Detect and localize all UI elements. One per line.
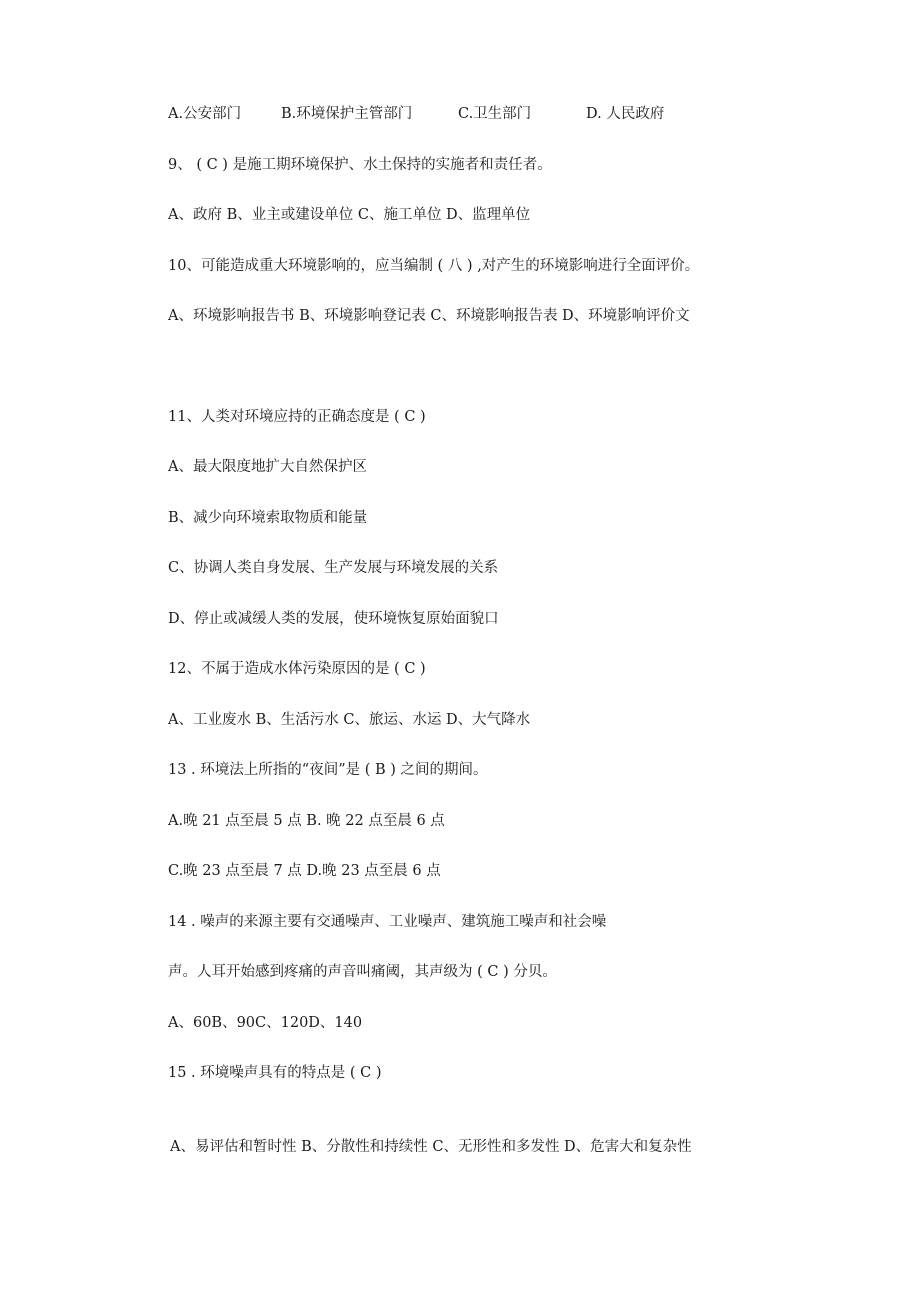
q10-question: 10、可能造成重大环境影响的，应当编制 ( 八 ) ,对产生的环境影响进行全面评价。 [168, 258, 700, 274]
q8-option-b: B.环境保护主管部门 [281, 106, 413, 122]
q9-options: A、政府 B、业主或建设单位 C、施工单位 D、监理单位 [168, 207, 531, 223]
q10-options: A、环境影响报告书 B、环境影响登记表 C、环境影响报告表 D、环境影响评价文 [168, 308, 690, 324]
q11-question: 11、人类对环境应持的正确态度是 ( C ) [168, 409, 426, 425]
q14-options: A、60B、90C、120D、140 [168, 1015, 363, 1031]
q8-option-c: C.卫生部门 [458, 106, 532, 122]
q8-options [168, 104, 728, 124]
q12-options: A、工业废水 B、生活污水 C、旅运、水运 D、大气降水 [168, 712, 531, 728]
q9-question: 9、 ( C ) 是施工期环境保护、水土保持的实施者和责任者。 [168, 157, 552, 173]
q15-question: 15 . 环境噪声具有的特点是 ( C ) [168, 1065, 382, 1081]
q15-options: A、易评估和暂时性 B、分散性和持续性 C、无形性和多发性 D、危害大和复杂性 [170, 1139, 692, 1155]
q8-option-a: A.公安部门 [168, 106, 242, 122]
q8-option-d: D. 人民政府 [586, 106, 665, 122]
q12-question: 12、不属于造成水体污染原因的是 ( C ) [168, 661, 426, 677]
q14-question: 14 . 噪声的来源主要有交通噪声、工业噪声、建筑施工噪声和社会噪 [168, 914, 607, 930]
q14-question-continued: 声。人耳开始感到疼痛的声音叫痛阈，其声级为 ( C ) 分贝。 [168, 964, 557, 980]
q13-options-cd: C.晚 23 点至晨 7 点 D.晚 23 点至晨 6 点 [168, 863, 441, 879]
q13-question: 13 . 环境法上所指的“夜间”是 ( B ) 之间的期间。 [168, 762, 488, 778]
q11-option-d: D、停止或减缓人类的发展，使环境恢复原始面貌口 [168, 611, 499, 627]
q11-option-b: B、减少向环境索取物质和能量 [168, 510, 368, 526]
q11-option-c: C、协调人类自身发展、生产发展与环境发展的关系 [168, 560, 499, 576]
q11-option-a: A、最大限度地扩大自然保护区 [168, 459, 367, 475]
q13-options-ab: A.晚 21 点至晨 5 点 B. 晚 22 点至晨 6 点 [168, 813, 445, 829]
